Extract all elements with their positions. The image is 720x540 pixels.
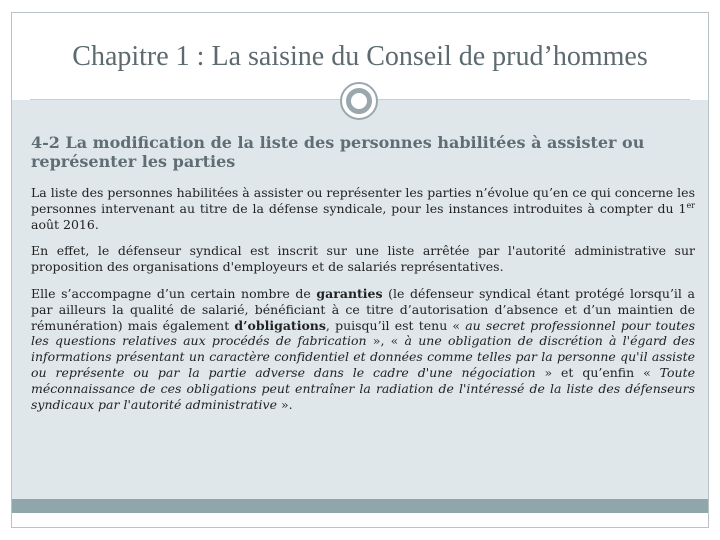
p3-quote-1: au secret professionnel pour toutes les questions relatives aux procédés de fabrication [31, 317, 695, 349]
content-area [12, 100, 708, 513]
paragraph-1 [31, 185, 695, 232]
p3-text-5: » et qu’enfin « [535, 364, 660, 380]
footer-bar [12, 499, 708, 513]
paragraph-1-text: La liste des personnes habilitées à assister ou représenter les parties n’évolue qu’en ce qui concerne les personnes intervenant au titre de la défense syndicale, pour les instances introduites à compter du 1 [31, 185, 695, 216]
ordinal-suffix: er [686, 200, 695, 210]
p3-quote-3: Toute méconnaissance de ces obligations peut entraîner la radiation de l'intéressé de la liste des défenseurs syndicaux par l'autorité administrative [31, 364, 695, 412]
p3-quote-2: à une obligation de discrétion à l'égard des informations présentant un caractère confidentiel et données comme telles par la personne qu'il assiste ou représente ou par la partie adverse dans le cadre d'une négociation [31, 333, 695, 380]
p3-bold-obligations: d’obligations [234, 317, 326, 333]
paragraph-1-end: août 2016. [31, 216, 99, 232]
page-title: Chapitre 1 : La saisine du Conseil de prud’hommes [72, 41, 648, 72]
paragraph-2: En effet, le défenseur syndical est inscrit sur une liste arrêtée par l'autorité administrative sur proposition des organisations d'employeurs et de salariés représentatives. [31, 243, 695, 275]
circle-ornament-icon [340, 82, 378, 120]
slide [11, 12, 709, 528]
p3-text-1: Elle s’accompagne d’un certain nombre de [31, 285, 317, 301]
content [31, 133, 695, 423]
section-heading: 4-2 La modification de la liste des personnes habilitées à assister ou représenter les parties [31, 133, 645, 171]
p3-bold-garanties: garanties [316, 285, 383, 301]
p3-text-6: ». [277, 396, 293, 412]
p3-text-2: (le défenseur syndical étant protégé lorsqu’il a par ailleurs la qualité de salarié, bénéficiant à ce titre d’autorisation d’absence et d’un maintien de rémunération) mais également [31, 285, 695, 333]
p3-text-3: , puisqu’il est tenu « [325, 317, 466, 333]
p3-text-4: », « [366, 333, 405, 349]
paragraph-3 [31, 286, 695, 412]
